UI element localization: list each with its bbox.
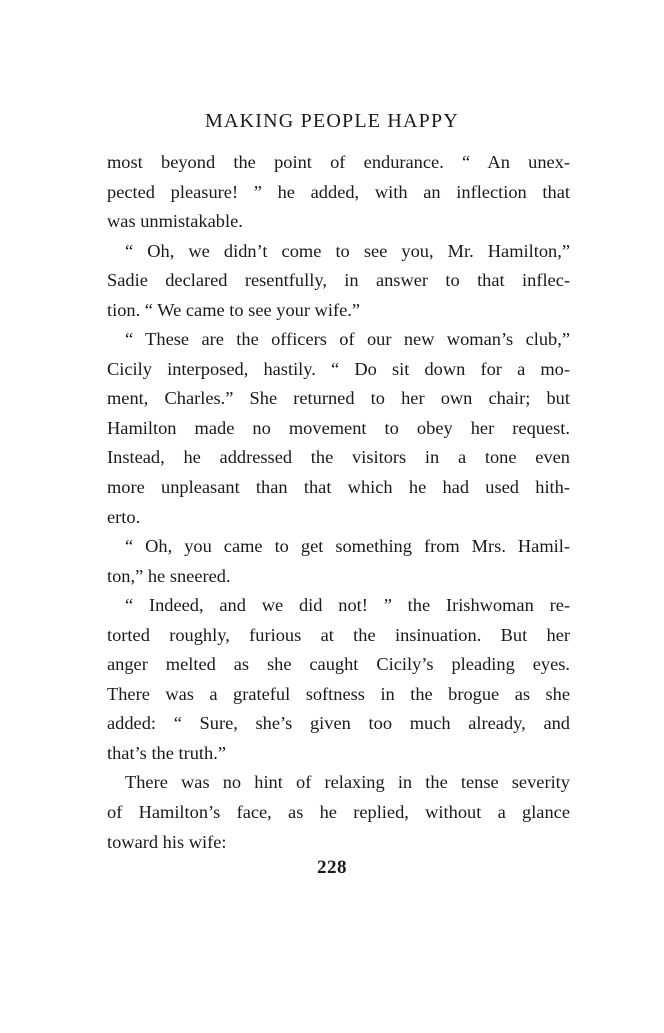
text-line: Instead, he addressed the visitors in a tone even	[107, 447, 570, 468]
text-line: pected pleasure! ” he added, with an inflection that	[107, 181, 570, 202]
text-line: Hamilton made no movement to obey her request.	[107, 417, 570, 438]
text-line: There was no hint of relaxing in the tense severity	[125, 772, 570, 793]
text-line: ton,” he sneered.	[107, 565, 231, 586]
text-line: more unpleasant than that which he had used hith-	[107, 477, 570, 498]
text-line: ment, Charles.” She returned to her own chair; but	[107, 388, 570, 409]
body-text	[107, 148, 570, 857]
text-line: There was a grateful softness in the brogue as she	[107, 683, 570, 704]
text-line: torted roughly, furious at the insinuation. But her	[107, 624, 570, 645]
text-line: of Hamilton’s face, as he replied, without a glance	[107, 802, 570, 823]
text-line: most beyond the point of endurance. “ An unex-	[107, 152, 570, 172]
text-line: “ These are the officers of our new woman’s club,”	[125, 329, 570, 350]
text-line: “ Oh, we didn’t come to see you, Mr. Hamilton,”	[125, 240, 570, 261]
text-line: that’s the truth.”	[107, 742, 226, 763]
text-line: “ Indeed, and we did not! ” the Irishwoman re-	[125, 595, 570, 616]
text-line: anger melted as she caught Cicily’s pleading eyes.	[107, 654, 570, 675]
text-line: Sadie declared resentfully, in answer to that inflec-	[107, 270, 570, 291]
text-line: erto.	[107, 506, 141, 527]
text-line: toward his wife:	[107, 831, 227, 852]
text-line: “ Oh, you came to get something from Mrs. Hamil-	[125, 536, 570, 557]
text-line: Cicily interposed, hastily. “ Do sit down for a mo-	[107, 358, 570, 379]
text-line: added: “ Sure, she’s given too much already, and	[107, 713, 570, 734]
text-line: was unmistakable.	[107, 211, 243, 232]
text-line: tion. “ We came to see your wife.”	[107, 299, 360, 320]
running-head-title: MAKING PEOPLE HAPPY	[205, 110, 459, 132]
page-number: 228	[317, 857, 347, 878]
